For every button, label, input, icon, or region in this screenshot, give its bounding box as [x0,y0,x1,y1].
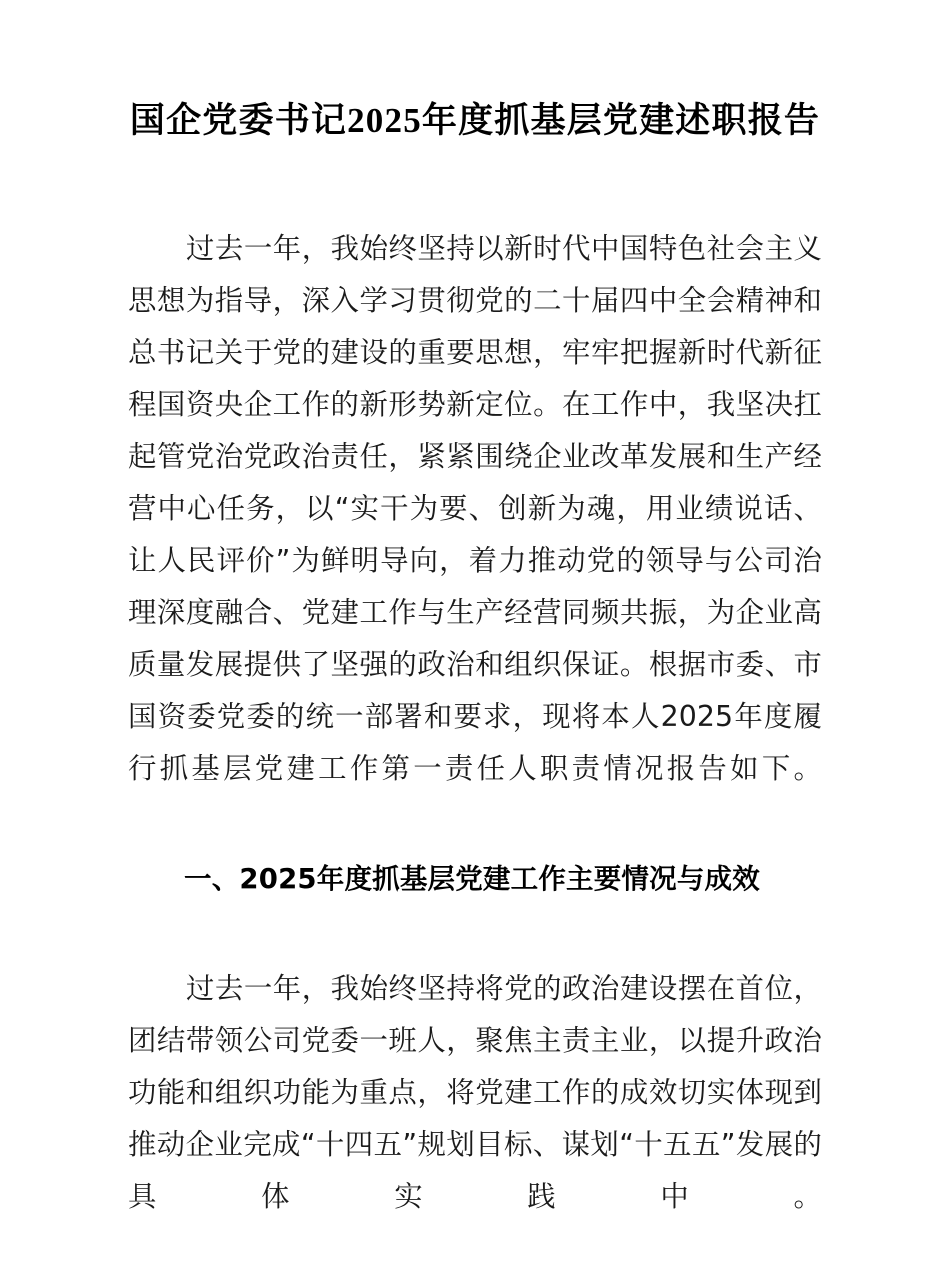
paragraph-intro: 过去一年，我始终坚持以新时代中国特色社会主义思想为指导，深入学习贯彻党的二十届四中全会精神和总书记关于党的建设的重要思想，牢牢把握新时代新征程国资央企工作的新形势新定位。在工作中，我坚决扛起管党治党政治责任，紧紧围绕企业改革发展和生产经营中心任务，以“实干为要、创新为魂，用业绩说话、让人民评价”为鲜明导向，着力推动党的领导与公司治理深度融合、党建工作与生产经营同频共振，为企业高质量发展提供了坚强的政治和组织保证。根据市委、市国资委党委的统一部署和要求，现将本人2025年度履行抓基层党建工作第一责任人职责情况报告如下。 [128,232,822,785]
document-body [128,0,822,1275]
paragraph-section-one-body: 过去一年，我始终坚持将党的政治建设摆在首位，团结带领公司党委一班人，聚焦主责主业，以提升政治功能和组织功能为重点，将党建工作的成效切实体现到推动企业完成“十四五”规划目标、谋划“十五五”发展的具体实践中。 [128,972,822,1213]
document-title: 国企党委书记2025年度抓基层党建述职报告 [129,101,821,140]
section-heading-one: 一、2025年度抓基层党建工作主要情况与成效 [184,863,760,895]
